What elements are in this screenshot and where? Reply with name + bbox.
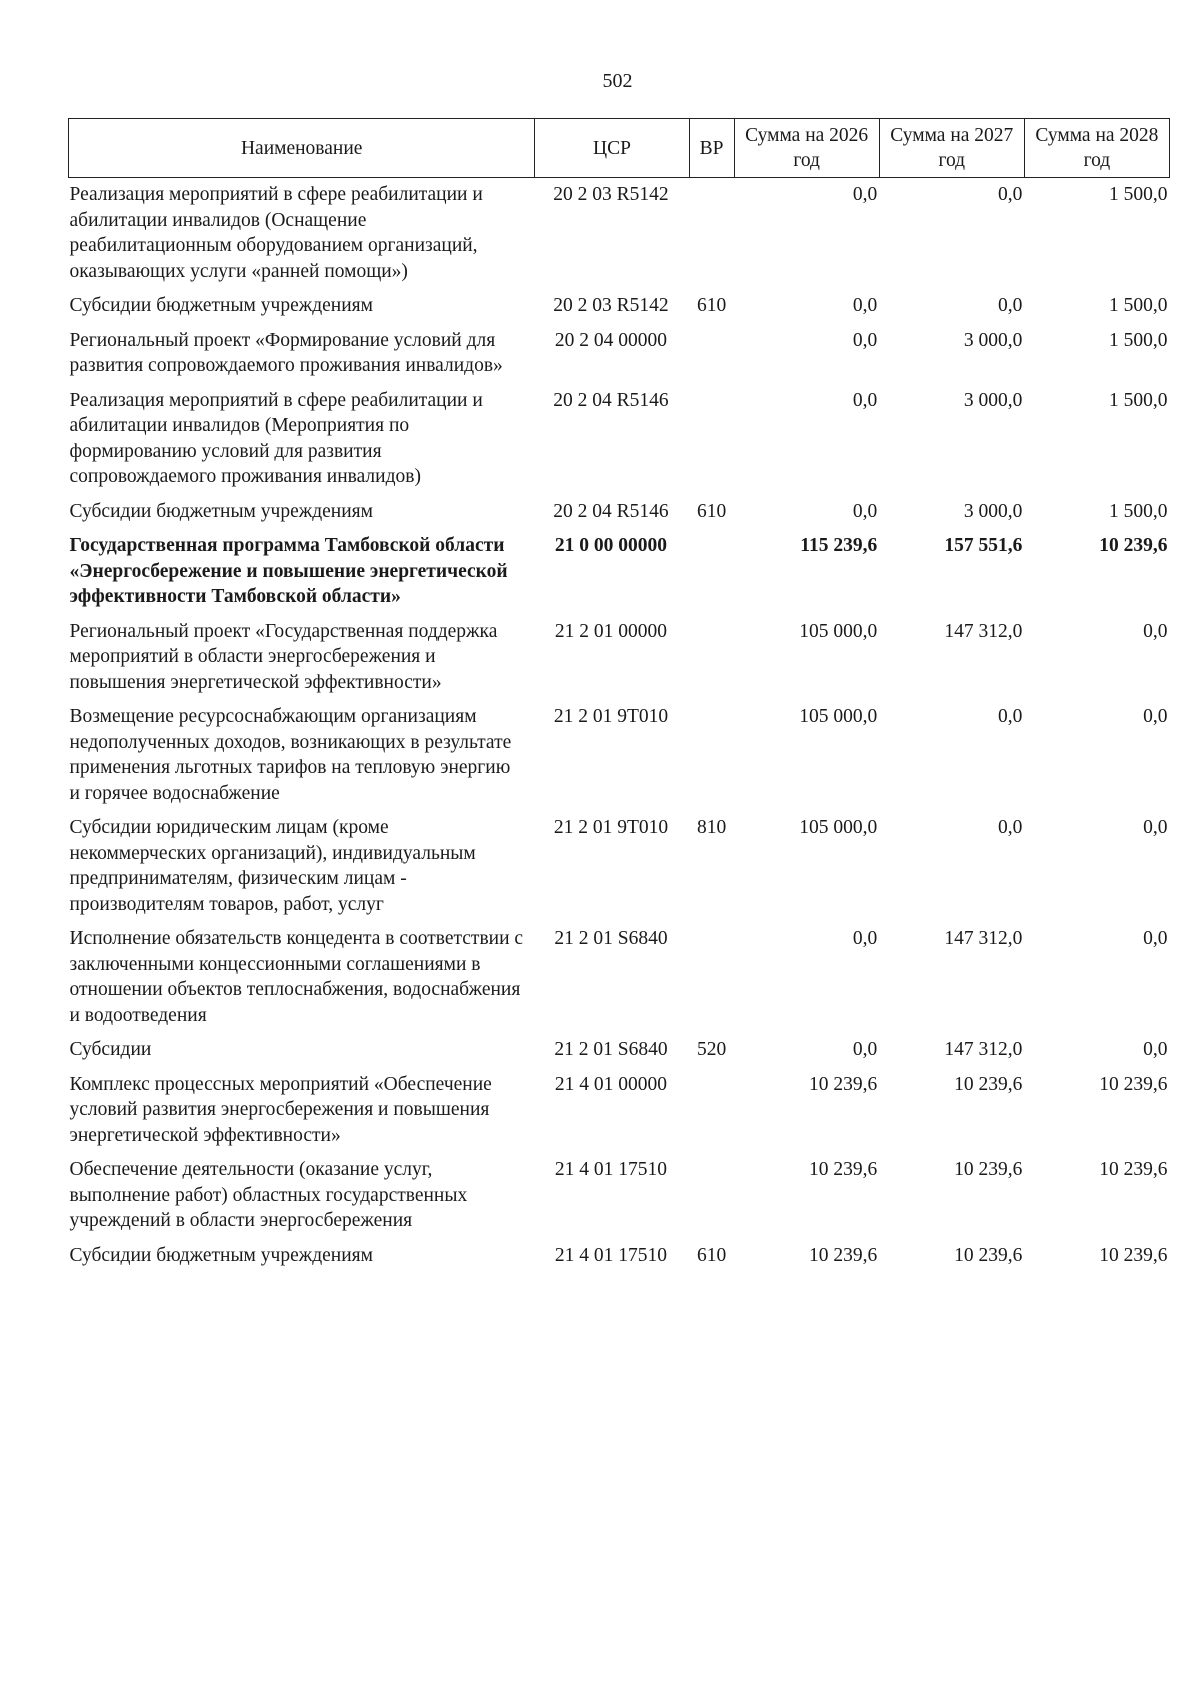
cell-sum-2026: 0,0 <box>852 389 878 411</box>
cell-sum-2026: 0,0 <box>852 928 878 949</box>
cell-name: Субсидии бюджетным учреждениям <box>69 500 373 522</box>
cell-sum-2028: 1 500,0 <box>1109 329 1168 351</box>
cell-sum-2026: 105 000,0 <box>799 817 878 838</box>
cell-sum-2028: 1 500,0 <box>1109 295 1168 316</box>
cell-name: Субсидии бюджетным учреждениям <box>69 295 373 316</box>
cell-sum-2027: 0,0 <box>997 817 1023 838</box>
cell-vr <box>689 700 734 811</box>
header-sum-2028: Сумма на 2028 год <box>1024 119 1169 178</box>
cell-name: Субсидии бюджетным учреждениям <box>69 1244 373 1266</box>
cell-vr <box>689 1153 734 1239</box>
cell-vr: 610 <box>696 295 727 316</box>
cell-sum-2027: 3 000,0 <box>963 329 1023 351</box>
cell-csr: 21 2 01 S6840 <box>554 928 668 949</box>
cell-sum-2028: 0,0 <box>1143 1039 1168 1060</box>
budget-table <box>68 118 1170 1273</box>
cell-vr: 520 <box>696 1039 727 1060</box>
cell-sum-2027: 0,0 <box>997 295 1023 316</box>
cell-csr: 21 4 01 17510 <box>554 1244 668 1266</box>
header-sum-2026: Сумма на 2026 год <box>734 119 879 178</box>
cell-name: Реализация мероприятий в сфере реабилитации и абилитации инвалидов (Мероприятия по формированию условий для развития сопровождаемого проживания инвалидов) <box>69 389 483 487</box>
cell-sum-2027: 10 239,6 <box>954 1073 1023 1095</box>
cell-vr <box>689 324 734 384</box>
table-row <box>69 1068 1170 1154</box>
cell-name: Субсидии юридическим лицам (кроме некоммерческих организаций), индивидуальным предпринимателям, физическим лицам - производителям товаров, работ, услуг <box>69 817 476 915</box>
cell-sum-2027: 147 312,0 <box>944 1039 1023 1060</box>
cell-sum-2026: 105 000,0 <box>799 706 878 727</box>
cell-csr: 20 2 03 R5142 <box>553 295 669 316</box>
page-number: 502 <box>602 70 633 92</box>
cell-sum-2028: 0,0 <box>1143 620 1168 642</box>
header-vr: ВР <box>689 119 734 178</box>
cell-sum-2026: 105 000,0 <box>799 620 878 642</box>
cell-sum-2028: 10 239,6 <box>1099 535 1168 556</box>
cell-csr: 21 4 01 00000 <box>554 1073 668 1095</box>
cell-sum-2027: 3 000,0 <box>963 389 1023 411</box>
cell-sum-2026: 0,0 <box>852 500 878 522</box>
cell-sum-2026: 0,0 <box>852 184 878 205</box>
table-row <box>69 811 1170 922</box>
cell-csr: 21 0 00 00000 <box>554 535 668 556</box>
table-row <box>69 922 1170 1033</box>
cell-sum-2027: 10 239,6 <box>954 1244 1023 1266</box>
cell-vr <box>689 178 734 290</box>
table-row <box>69 384 1170 495</box>
cell-sum-2027: 10 239,6 <box>954 1159 1023 1180</box>
cell-sum-2026: 0,0 <box>852 1039 878 1060</box>
cell-vr <box>689 615 734 701</box>
cell-sum-2027: 157 551,6 <box>944 535 1023 556</box>
cell-csr: 20 2 04 R5146 <box>553 500 669 522</box>
table-row <box>69 1153 1170 1239</box>
cell-sum-2028: 0,0 <box>1143 706 1168 727</box>
cell-sum-2028: 1 500,0 <box>1109 184 1168 205</box>
table-row <box>69 289 1170 324</box>
cell-name: Исполнение обязательств концедента в соответствии с заключенными концессионными соглашениями в отношении объектов теплоснабжения, водоснабжения и водоотведения <box>69 928 524 1026</box>
cell-sum-2027: 0,0 <box>997 184 1023 205</box>
table-row <box>69 1033 1170 1068</box>
cell-csr: 20 2 03 R5142 <box>553 184 669 205</box>
table-row <box>69 615 1170 701</box>
header-row <box>69 119 1170 178</box>
table-body <box>69 178 1170 1274</box>
cell-vr: 810 <box>696 817 727 838</box>
cell-vr <box>689 529 734 615</box>
cell-name: Обеспечение деятельности (оказание услуг, выполнение работ) областных государственных учреждений в области энергосбережения <box>69 1159 468 1231</box>
cell-name: Комплекс процессных мероприятий «Обеспечение условий развития энергосбережения и повышения энергетической эффективности» <box>69 1073 492 1146</box>
cell-sum-2028: 0,0 <box>1143 817 1168 838</box>
cell-sum-2028: 1 500,0 <box>1109 500 1168 522</box>
cell-sum-2027: 3 000,0 <box>963 500 1023 522</box>
cell-sum-2026: 10 239,6 <box>808 1159 878 1180</box>
cell-sum-2028: 10 239,6 <box>1099 1244 1168 1266</box>
cell-sum-2027: 0,0 <box>997 706 1023 727</box>
table-row <box>69 700 1170 811</box>
header-sum-2027: Сумма на 2027 год <box>879 119 1024 178</box>
cell-sum-2028: 0,0 <box>1143 928 1168 949</box>
cell-csr: 21 2 01 9Т010 <box>553 706 669 727</box>
cell-sum-2026: 10 239,6 <box>808 1073 878 1095</box>
cell-vr <box>689 1068 734 1154</box>
cell-sum-2026: 115 239,6 <box>800 535 878 556</box>
cell-name: Субсидии <box>69 1039 152 1060</box>
cell-csr: 20 2 04 00000 <box>554 329 668 351</box>
header-csr: ЦСР <box>535 119 689 178</box>
cell-sum-2027: 147 312,0 <box>944 928 1023 949</box>
cell-sum-2026: 10 239,6 <box>808 1244 878 1266</box>
table-row <box>69 1239 1170 1274</box>
table-row <box>69 529 1170 615</box>
cell-csr: 21 2 01 00000 <box>554 620 668 642</box>
cell-vr <box>689 922 734 1033</box>
cell-csr: 21 4 01 17510 <box>554 1159 668 1180</box>
table-row <box>69 178 1170 290</box>
cell-vr: 610 <box>696 500 727 522</box>
cell-csr: 20 2 04 R5146 <box>553 389 669 411</box>
header-name: Наименование <box>69 119 535 178</box>
cell-name: Региональный проект «Государственная поддержка мероприятий в области энергосбережения и повышения энергетической эффективности» <box>69 620 498 693</box>
cell-sum-2028: 10 239,6 <box>1099 1073 1168 1095</box>
cell-csr: 21 2 01 9Т010 <box>553 817 669 838</box>
cell-sum-2027: 147 312,0 <box>944 620 1023 642</box>
cell-vr <box>689 384 734 495</box>
cell-name: Возмещение ресурсоснабжающим организациям недополученных доходов, возникающих в результате применения льготных тарифов на тепловую энергию и горячее водоснабжение <box>69 706 512 804</box>
cell-sum-2028: 10 239,6 <box>1099 1159 1168 1180</box>
cell-name: Региональный проект «Формирование условий для развития сопровождаемого проживания инвалидов» <box>69 329 503 376</box>
cell-sum-2028: 1 500,0 <box>1109 389 1168 411</box>
cell-sum-2026: 0,0 <box>852 295 878 316</box>
table-header <box>69 119 1170 178</box>
cell-sum-2026: 0,0 <box>852 329 878 351</box>
table-row <box>69 324 1170 384</box>
cell-name: Реализация мероприятий в сфере реабилитации и абилитации инвалидов (Оснащение реабилитационным оборудованием организаций, оказывающих услуги «ранней помощи») <box>69 184 483 282</box>
table-row <box>69 495 1170 530</box>
cell-vr: 610 <box>696 1244 727 1266</box>
cell-name: Государственная программа Тамбовской области «Энергосбережение и повышение энергетической эффективности Тамбовской области» <box>69 535 508 607</box>
cell-csr: 21 2 01 S6840 <box>554 1039 668 1060</box>
